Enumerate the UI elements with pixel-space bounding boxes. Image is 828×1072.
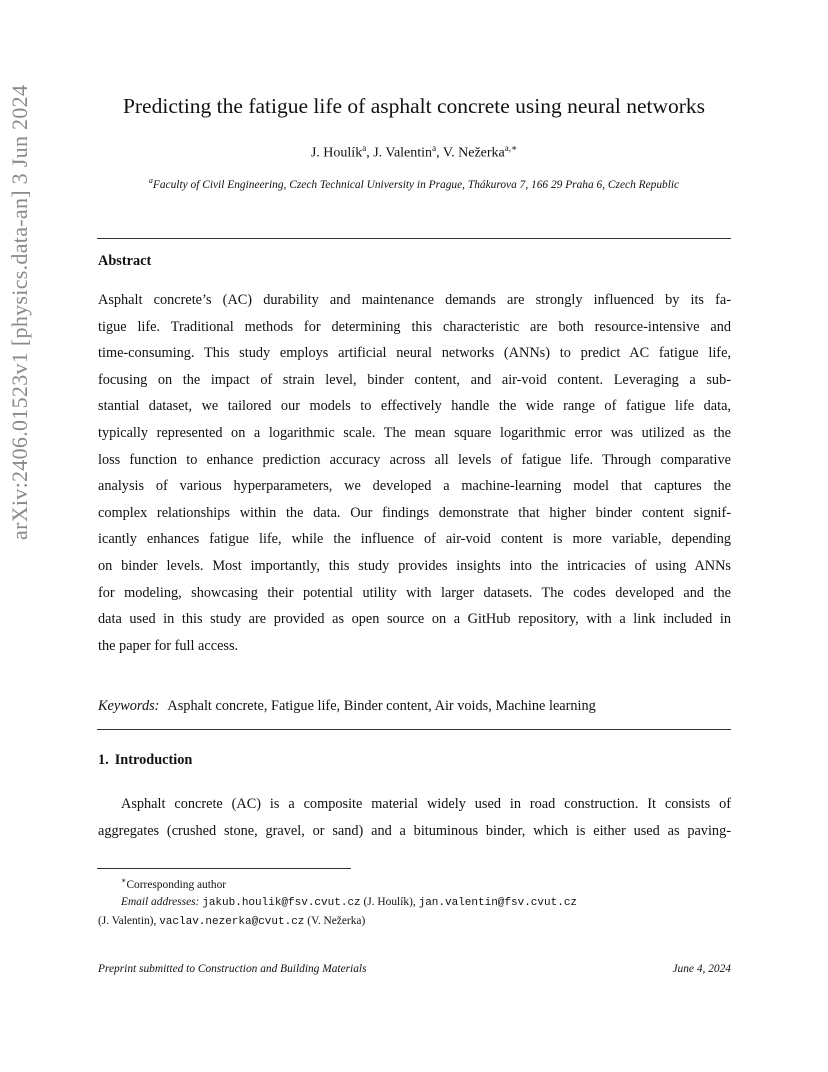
abstract-line: for modeling, showcasing their potential utility with larger datasets. The codes developed and the [98, 584, 731, 601]
abstract-line: typically represented on a logarithmic scale. The mean square logarithmic error was utilized as the [98, 424, 731, 441]
email-link[interactable]: jan.valentin@fsv.cvut.cz [418, 897, 578, 910]
author-affil-mark: a [362, 143, 367, 153]
abstract-line: stantial dataset, we tailored our models to effectively handle the wide range of fatigue life data, [98, 398, 731, 415]
author-list: J. Houlík$^a$, J. Valentin$^a$, V. Nežerka$^{a,∗}$ [310, 143, 518, 161]
footnote-rule [97, 868, 351, 869]
abstract-bottom-rule [97, 729, 731, 730]
author-name: J. Valentin [373, 145, 433, 161]
affiliation-mark: a [148, 176, 153, 185]
abstract-line: tigue life. Traditional methods for determining this characteristic are both resource-intensive and [98, 318, 731, 335]
abstract-line: the paper for full access. [98, 637, 239, 654]
preprint-note: Preprint submitted to Construction and Building Materials [98, 963, 367, 975]
abstract-top-rule [97, 238, 731, 239]
email-owner: (V. Nežerka) [307, 914, 366, 927]
abstract-line: icantly enhances fatigue life, while the influence of air-void content is more variable, depending [98, 531, 731, 548]
keywords-label: Keywords: [98, 698, 160, 714]
email-owner: (J. Valentin), [98, 914, 157, 927]
author-affil-mark: a [432, 143, 437, 153]
paper-title: Predicting the fatigue life of asphalt concrete using neural networks [122, 94, 706, 118]
footnote-corresponding [98, 872, 731, 894]
keywords-text: Asphalt concrete, Fatigue life, Binder content, Air voids, Machine learning [167, 698, 596, 714]
email-link[interactable]: vaclav.nezerka@cvut.cz [159, 915, 305, 928]
abstract-line: data used in this study are provided as open source on a GitHub repository, with a link included in [98, 611, 731, 628]
arxiv-identifier[interactable]: arXiv:2406.01523v1 [physics.data-an] 3 Jun 2024 [7, 84, 32, 540]
author-name: J. Houlík [310, 145, 363, 161]
abstract-line: on binder levels. Most importantly, this study provides insights into the intricacies of using ANNs [98, 557, 731, 574]
email-link[interactable]: jakub.houlik@fsv.cvut.cz [202, 897, 361, 910]
corresponding-label: Corresponding author [126, 878, 227, 891]
preprint-date: June 4, 2024 [672, 963, 731, 975]
abstract-line: Asphalt concrete’s (AC) durability and maintenance demands are strongly influenced by its fa- [98, 292, 731, 308]
email-owner: (J. Houlík), [363, 896, 416, 909]
footnote [98, 872, 731, 931]
abstract-line: analysis of various hyperparameters, we developed a machine-learning model that captures the [98, 478, 731, 495]
affiliation-text: Faculty of Civil Engineering, Czech Technical University in Prague, Thákurova 7, 166 29 Praha 6, Czech Republic [152, 178, 680, 191]
abstract-line: time-consuming. This study employs artificial neural networks (ANNs) to predict AC fatigue life, [98, 345, 731, 362]
author-affil-mark: a,∗ [504, 143, 518, 153]
email-label: Email addresses: [121, 896, 200, 909]
section-title: Introduction [114, 752, 193, 768]
keywords [98, 698, 596, 715]
section-heading [98, 752, 192, 769]
footnote-emails [98, 894, 731, 913]
footnote-marker: ∗ [121, 876, 127, 885]
body-line: Asphalt concrete (AC) is a composite material widely used in road construction. It consists of [121, 796, 731, 812]
abstract-body [98, 287, 731, 659]
footnote-emails-cont [98, 913, 731, 932]
abstract-heading: Abstract [98, 253, 152, 269]
abstract-line: loss function to enhance prediction accuracy across all levels of fatigue life. Through comparative [98, 451, 731, 468]
abstract-line: complex relationships within the data. Our findings demonstrate that higher binder content signif- [98, 504, 731, 521]
body-line: aggregates (crushed stone, gravel, or sand) and a bituminous binder, which is either used as paving- [98, 823, 731, 839]
affiliation [0, 176, 828, 191]
section-number: 1. [98, 752, 109, 768]
introduction-body [98, 791, 731, 845]
abstract-line: focusing on the impact of strain level, binder content, and air-void content. Leveraging a sub- [98, 371, 731, 388]
author-name: V. Nežerka [442, 145, 505, 161]
